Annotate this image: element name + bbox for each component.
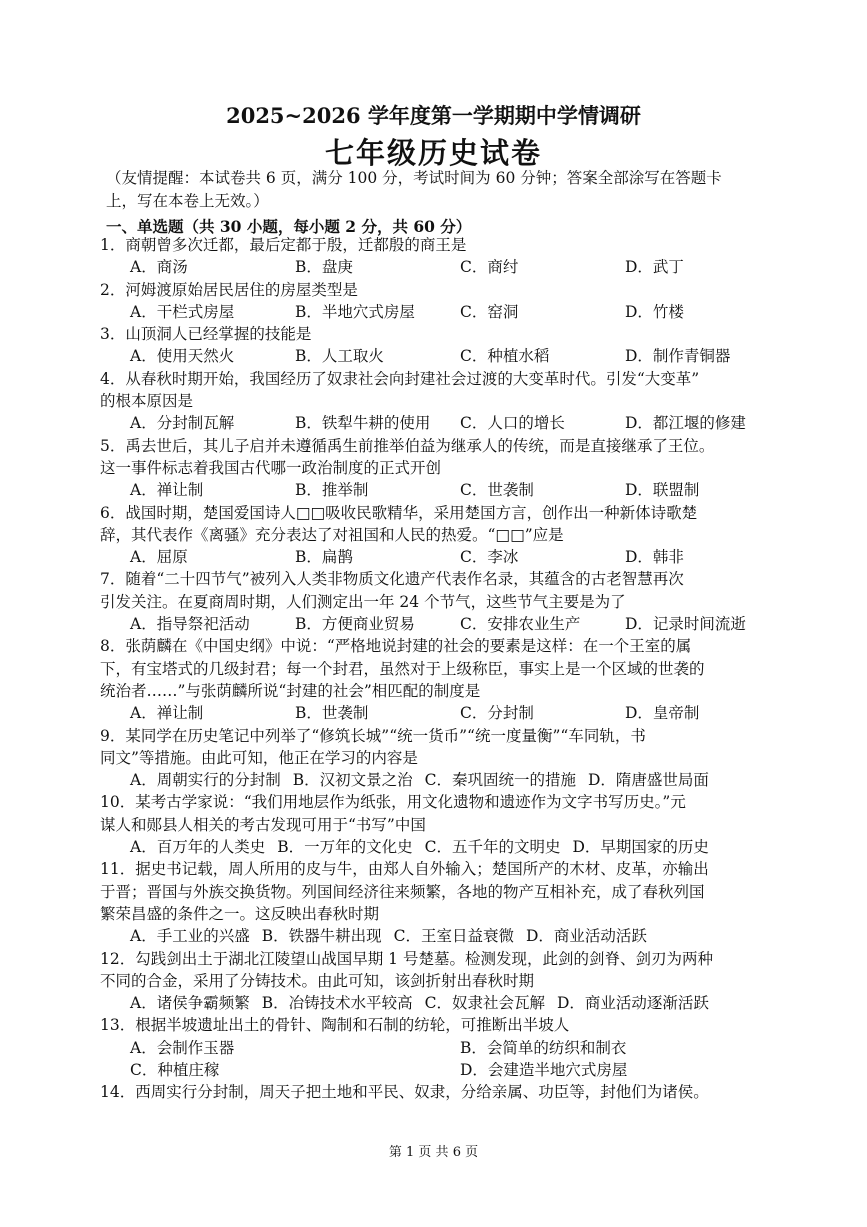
question-stem: 14．西周实行分封制，周天子把土地和平民、奴隶，分给亲属、功臣等，封他们为诸侯。 xyxy=(100,1083,709,1102)
option-c: C．窑洞 xyxy=(460,302,519,321)
option-d: D．韩非 xyxy=(625,548,684,567)
question-item xyxy=(100,234,790,279)
question-item xyxy=(100,323,790,368)
option-d: D．制作青铜器 xyxy=(625,347,731,366)
question-stem: 13．根据半坡遗址出土的骨针、陶制和石制的纺轮，可推断出半坡人 xyxy=(100,1016,570,1035)
question-stem: 9．某同学在历史笔记中列举了“修筑长城”“统一货币”“统一度量衡”“车同轨，书 xyxy=(100,726,646,745)
options-row xyxy=(100,345,790,367)
option-b: B．方便商业贸易 xyxy=(295,615,415,634)
option-b: B．推举制 xyxy=(295,481,369,500)
question-stem: 11．据史书记载，周人所用的皮与牛，由郑人自外输入；楚国所产的木材、皮革，亦输出 xyxy=(100,860,709,879)
options-row xyxy=(100,412,790,434)
option-d: D．记录时间流逝 xyxy=(625,615,746,634)
question-stem: 不同的合金，采用了分铸技术。由此可知，该剑折射出春秋时期 xyxy=(100,971,535,990)
options-row xyxy=(100,613,790,635)
question-stem: 统治者……”与张荫麟所说“封建的社会”相匹配的制度是 xyxy=(100,681,481,700)
question-item xyxy=(100,368,790,435)
options-row xyxy=(100,992,790,1014)
option-a: A．分封制瓦解 xyxy=(130,414,235,433)
option-d: D．皇帝制 xyxy=(625,704,700,723)
notice-line: 上，写在本卷上无效。） xyxy=(106,192,269,210)
option-a: A．禅让制 xyxy=(130,481,204,500)
question-stem: 的根本原因是 xyxy=(100,392,194,411)
option-b: B．冶铸技术水平较高 xyxy=(261,994,413,1013)
question-stem: 于晋；晋国与外族交换货物。列国间经济往来频繁，各地的物产互相补充，成了春秋列国 xyxy=(100,882,705,901)
options-row xyxy=(100,925,790,947)
question-item xyxy=(100,568,790,635)
option-c: C．王室日益衰微 xyxy=(393,927,514,946)
option-c: C．种植庄稼 xyxy=(130,1060,220,1079)
option-a: A．周朝实行的分封制 xyxy=(130,771,281,790)
question-stem: 3．山顶洞人已经掌握的技能是 xyxy=(100,325,312,344)
option-b: B．盘庚 xyxy=(295,258,353,277)
section-heading: 一、单选题（共 30 小题，每小题 2 分，共 60 分） xyxy=(106,217,472,236)
question-stem: 2．河姆渡原始居民居住的房屋类型是 xyxy=(100,280,358,299)
option-c: C．种植水稻 xyxy=(460,347,550,366)
option-a: A．屈原 xyxy=(130,548,188,567)
option-b: B．一万年的文化史 xyxy=(277,838,413,857)
question-stem: 谋人和郧县人相关的考古发现可用于“书写”中国 xyxy=(100,815,426,834)
question-stem: 繁荣昌盛的条件之一。这反映出春秋时期 xyxy=(100,904,380,923)
page-number: 第 1 页 共 6 页 xyxy=(388,1145,479,1160)
option-d: D．早期国家的历史 xyxy=(572,838,709,857)
option-a: A．手工业的兴盛 xyxy=(130,927,250,946)
option-b: B．汉初文景之治 xyxy=(292,771,413,790)
options-row xyxy=(100,769,790,791)
option-b: B．世袭制 xyxy=(295,704,369,723)
question-item xyxy=(100,1014,790,1081)
option-d: D．商业活动活跃 xyxy=(525,927,647,946)
question-stem: 下，有宝塔式的几级封君；每一个封君，虽然对于上级称臣，事实上是一个区域的世袭的 xyxy=(100,659,705,678)
option-d: D．竹楼 xyxy=(625,302,684,321)
exam-title: 2025~2026 学年度第一学期期中学情调研 xyxy=(226,103,641,128)
option-c: C．人口的增长 xyxy=(460,414,565,433)
options-row xyxy=(100,1037,790,1059)
question-item xyxy=(100,279,790,324)
exam-subject-title: 七年级历史试卷 xyxy=(324,136,542,170)
exam-notice xyxy=(106,167,796,213)
question-item xyxy=(100,858,790,947)
question-item xyxy=(100,635,790,724)
notice-line: （友情提醒：本试卷共 6 页，满分 100 分，考试时间为 60 分钟；答案全部涂写在答题卡 xyxy=(106,169,722,187)
question-list xyxy=(100,234,790,1104)
question-stem: 辞，其代表作《离骚》充分表达了对祖国和人民的热爱。“□□”应是 xyxy=(100,525,564,544)
option-c: C．秦巩固统一的措施 xyxy=(424,771,576,790)
question-item xyxy=(100,791,790,858)
question-stem: 10．某考古学家说：“我们用地层作为纸张，用文化遗物和遗迹作为文字书写历史。”元 xyxy=(100,793,686,812)
options-row xyxy=(100,256,790,278)
question-stem: 5．禹去世后，其儿子启并未遵循禹生前推举伯益为继承人的传统，而是直接继承了王位。 xyxy=(100,436,715,455)
question-stem: 7．随着“二十四节气”被列入人类非物质文化遗产代表作名录，其蕴含的古老智慧再次 xyxy=(100,570,684,589)
option-a: A．干栏式房屋 xyxy=(130,302,235,321)
question-item xyxy=(100,725,790,792)
option-c: C．分封制 xyxy=(460,704,534,723)
option-a: A．百万年的人类史 xyxy=(130,838,266,857)
option-b: B．扁鹊 xyxy=(295,548,353,567)
option-a: A．指导祭祀活动 xyxy=(130,615,250,634)
options-row xyxy=(100,836,790,858)
option-b: B．人工取火 xyxy=(295,347,384,366)
option-a: A．商汤 xyxy=(130,258,188,277)
option-c: C．安排农业生产 xyxy=(460,615,581,634)
question-stem: 1．商朝曾多次迁都，最后定都于殷，迁都殷的商王是 xyxy=(100,236,467,254)
option-a: A．禅让制 xyxy=(130,704,204,723)
question-item xyxy=(100,435,790,502)
options-row xyxy=(100,702,790,724)
option-d: D．武丁 xyxy=(625,258,684,277)
option-d: D．隋唐盛世局面 xyxy=(587,771,709,790)
question-stem: 6．战国时期，楚国爱国诗人□□吸收民歌精华，采用楚国方言，创作出一种新体诗歌楚 xyxy=(100,503,698,522)
option-a: A．使用天然火 xyxy=(130,347,235,366)
question-stem: 同文”等措施。由此可知，他正在学习的内容是 xyxy=(100,748,418,767)
option-a: A．会制作玉器 xyxy=(130,1038,235,1057)
options-row xyxy=(100,546,790,568)
option-c: C．商纣 xyxy=(460,258,519,277)
option-d: D．联盟制 xyxy=(625,481,700,500)
option-d: D．都江堰的修建 xyxy=(625,414,746,433)
question-item xyxy=(100,948,790,1015)
question-stem: 4．从春秋时期开始，我国经历了奴隶社会向封建社会过渡的大变革时代。引发“大变革” xyxy=(100,369,700,388)
question-stem: 引发关注。在夏商周时期，人们测定出一年 24 个节气，这些节气主要是为了 xyxy=(100,592,626,611)
option-b: B．半地穴式房屋 xyxy=(295,302,415,321)
option-c: C．奴隶社会瓦解 xyxy=(424,994,545,1013)
option-a: A．诸侯争霸频繁 xyxy=(130,994,250,1013)
options-row xyxy=(100,1059,790,1081)
question-stem: 这一事件标志着我国古代哪一政治制度的正式开创 xyxy=(100,458,442,477)
options-row xyxy=(100,301,790,323)
question-stem: 12．勾践剑出土于湖北江陵望山战国早期 1 号楚墓。检测发现，此剑的剑脊、剑刃为两种 xyxy=(100,949,713,968)
option-b: B．铁器牛耕出现 xyxy=(261,927,382,946)
option-d: D．会建造半地穴式房屋 xyxy=(460,1060,628,1079)
options-row xyxy=(100,479,790,501)
option-c: C．世袭制 xyxy=(460,481,534,500)
option-b: B．铁犁牛耕的使用 xyxy=(295,414,431,433)
option-c: C．李冰 xyxy=(460,548,519,567)
question-item xyxy=(100,502,790,569)
option-b: B．会简单的纺织和制衣 xyxy=(460,1038,627,1057)
question-item xyxy=(100,1081,790,1103)
option-c: C．五千年的文明史 xyxy=(424,838,561,857)
question-stem: 8．张荫麟在《中国史纲》中说：“严格地说封建的社会的要素是这样：在一个王室的属 xyxy=(100,637,692,656)
option-d: D．商业活动逐渐活跃 xyxy=(556,994,709,1013)
